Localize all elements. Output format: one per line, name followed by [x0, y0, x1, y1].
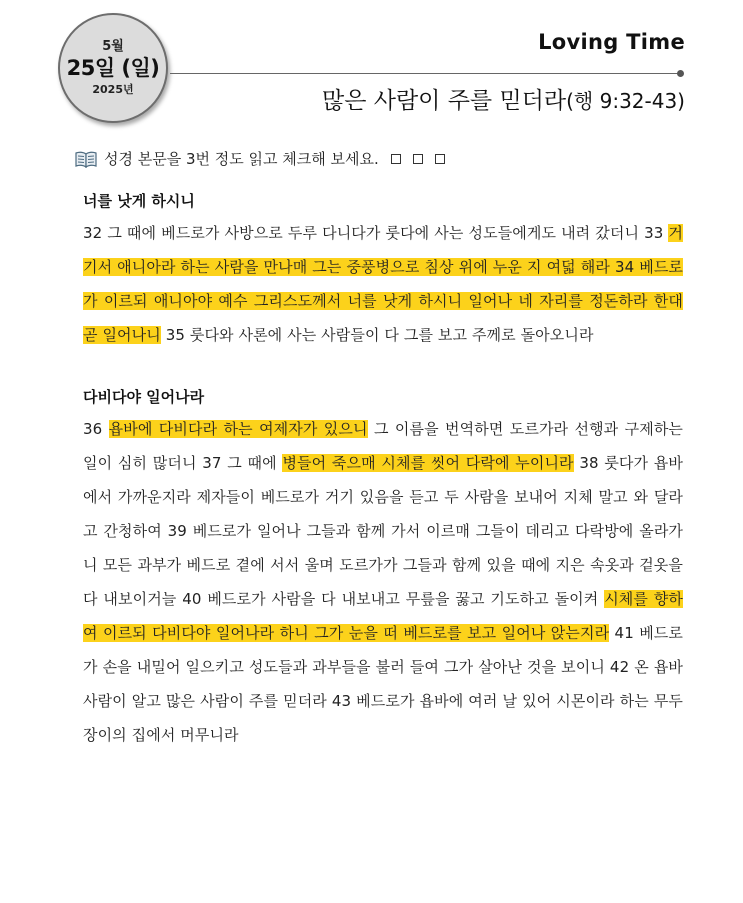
highlighted-verse-text: 시체를 향하여 이르되 다비다야 일어나라 하니 그가 눈을 떠 베드로를 보고 일어나 앉는지라 [83, 590, 683, 642]
date-year: 2025년 [92, 83, 134, 96]
section-spacer [83, 352, 683, 382]
open-book-icon [74, 150, 98, 168]
scripture-content [83, 186, 683, 752]
verse-text: 41 베드로가 손을 내밀어 일으키고 성도들과 과부들을 불러 들여 그가 살아난 것을 보이니 42 온 욥바 사람이 알고 많은 사람이 주를 믿더라 43 베드로가 욥바에 여러 날 있어 시몬이라 하는 무두장이의 집에서 머무니라 [83, 624, 683, 744]
section-heading: 다비다야 일어나라 [83, 388, 205, 406]
verse-text: 32 그 때에 베드로가 사방으로 두루 다니다가 룻다에 사는 성도들에게도 내려 갔더니 33 [83, 224, 669, 242]
instruction-text: 성경 본문을 3번 정도 읽고 체크해 보세요. [104, 150, 379, 168]
reading-instruction [74, 148, 445, 169]
brand-title: Loving Time [538, 30, 685, 54]
highlighted-verse-text: 병들어 죽으매 시체를 씻어 다락에 누이니라 [282, 454, 574, 472]
page-title [322, 82, 685, 115]
title-text: 많은 사람이 주를 믿더라 [322, 88, 567, 114]
reading-checkbox-2[interactable] [413, 154, 423, 164]
date-day: 25일 (일) [66, 56, 160, 80]
divider-dot [677, 70, 684, 77]
verse-text: 38 룻다가 욥바에서 가까운지라 제자들이 베드로가 거기 있음을 듣고 두 사람을 보내어 지체 말고 와 달라고 간청하여 39 베드로가 일어나 그들과 함께 가서 이르매 그들이 데리고 다락방에 올라가니 모든 과부가 베드로 곁에 서서 울며 도르가가 그들과 함께 있을 때에 지은 속옷과 겉옷을 다 내보이거늘 40 베드로가 사람을 다 내보내고 무릎을 꿇고 기도하고 돌이켜 [83, 454, 683, 608]
verse-text: 그 이름을 번역하면 도르가라 선행과 구제하는 일이 심히 많더니 37 그 때에 [83, 420, 683, 472]
section-heading: 너를 낫게 하시니 [83, 192, 195, 210]
highlighted-verse-text: 욥바에 다비다라 하는 여제자가 있으니 [108, 420, 368, 438]
highlighted-verse-text: 거기서 애니아라 하는 사람을 만나매 그는 중풍병으로 침상 위에 누운 지 여덟 해라 34 베드로가 이르되 애니아야 예수 그리스도께서 너를 낫게 하시니 일어나 네 자리를 정돈하라 한대 곧 일어나니 [83, 224, 683, 344]
verse-text: 35 룻다와 사론에 사는 사람들이 다 그를 보고 주께로 돌아오니라 [160, 326, 594, 344]
header-divider [170, 73, 680, 74]
scripture-passage [83, 216, 683, 352]
reading-checkbox-1[interactable] [391, 154, 401, 164]
scripture-reference: (행 9:32-43) [566, 89, 685, 113]
scripture-passage [83, 412, 683, 752]
verse-text: 36 [83, 420, 109, 438]
date-month: 5월 [102, 39, 124, 54]
date-badge [58, 13, 168, 123]
reading-checkbox-3[interactable] [435, 154, 445, 164]
